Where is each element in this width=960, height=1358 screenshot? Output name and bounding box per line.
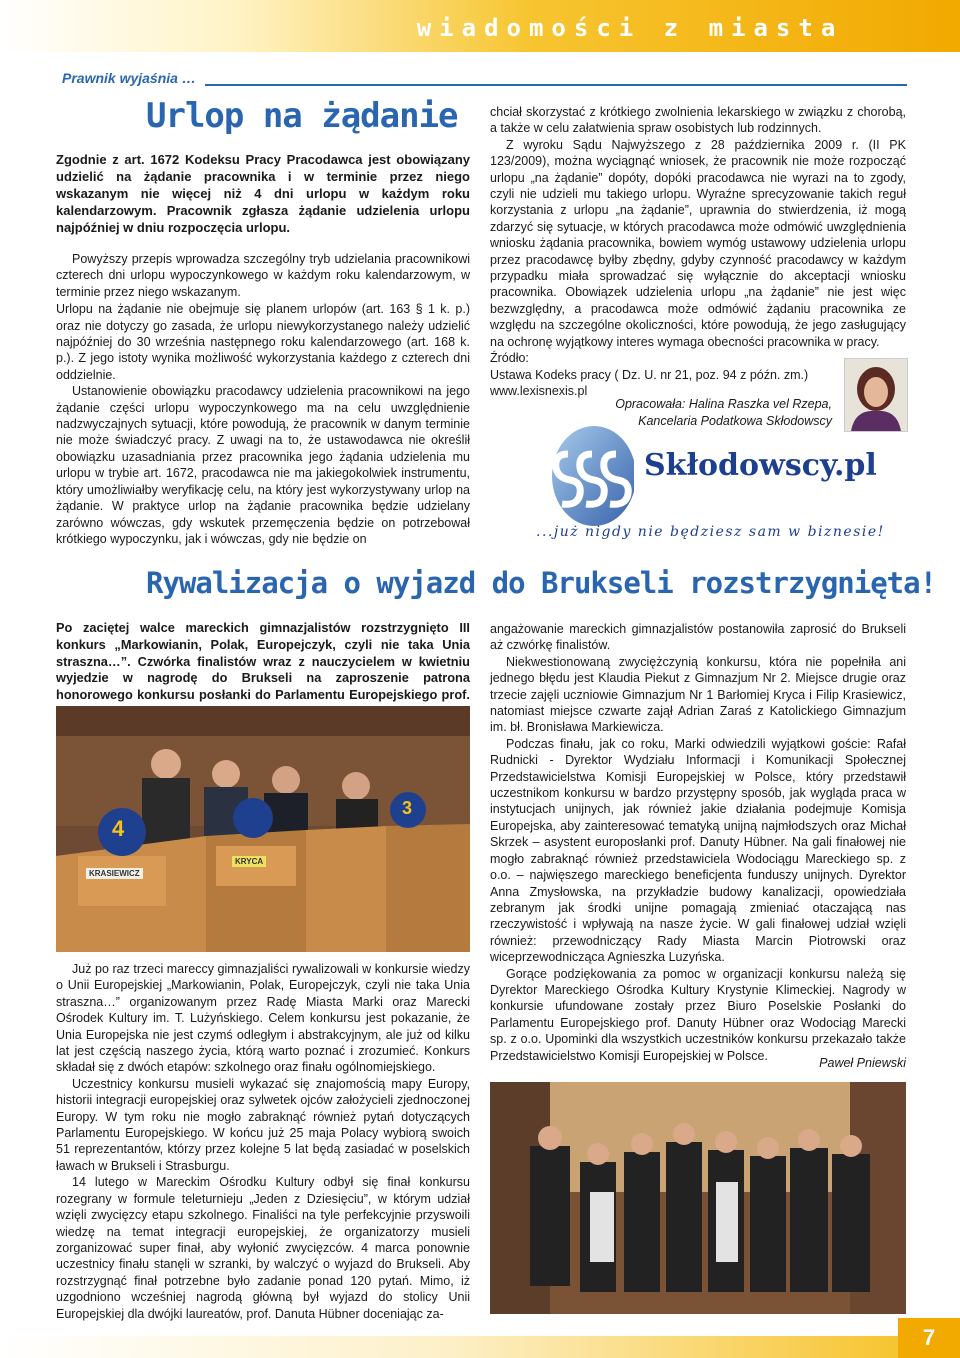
article-title: Rywalizacja o wyjazd do Brukseli rozstrzygnięta!	[146, 566, 937, 600]
article-lead: Po zaciętej walce mareckich gimnazjalistów rozstrzygnięto III konkurs „Markowianin, Polak, Europejczyk, czyli nie taka Unia straszna…”. Czwórka finalistów wraz z nauczycielem w kwietniu wyjedzie w nagrodę do Brukseli na zaproszenie patrona honorowego konkursu posłanki do Parlamentu Europejskiego prof.	[56, 620, 470, 703]
paragraph: Powyższy przepis wprowadza szczególny tryb udzielania pracownikowi czterech dni urlopu wypoczynkowego w każdym roku kalendarzowym, w terminie przez niego wskazanym.	[56, 252, 470, 299]
footer-band	[0, 1336, 898, 1358]
group-photo	[490, 1082, 906, 1314]
desk-label: KRASIEWICZ	[86, 868, 143, 879]
contest-photo	[56, 706, 470, 952]
source-line: Ustawa Kodeks pracy ( Dz. U. nr 21, poz. 94 z późn. zm.)	[490, 367, 809, 382]
article-column-left	[56, 961, 470, 1322]
credit-line: Opracowała: Halina Raszka vel Rzepa,	[615, 397, 832, 411]
paragraph: angażowanie mareckich gimnazjalistów postanowiła zaprosić do Brukseli aż czwórkę finalistów.	[490, 622, 906, 653]
article-column-right	[490, 621, 906, 1064]
source-label: Źródło:	[490, 351, 529, 366]
brand-logo-icon	[534, 424, 634, 534]
paragraph: chciał skorzystać z krótkiego zwolnienia lekarskiego w związku z chorobą, a także w celu załatwienia spraw osobistych lub rodzinnych.	[490, 105, 906, 136]
author-signature: Paweł Pniewski	[819, 1056, 906, 1070]
desk-label: 3	[402, 798, 413, 818]
divider-rule	[205, 84, 907, 86]
paragraph: Niekwestionowaną zwyciężczynią konkursu, która nie popełniła ani jednego błędu jest Klaudia Piekut z Gimnazjum Nr 2. Miejsce drugie oraz trzecie zajęli uczniowie Gimnazjum Nr 1 Barłomiej Kryca i Filip Krasiewicz, natomiast miejsce czwarte zajął Adrian Zaraś z Katolickiego Gimnazjum im. bł. Bronisława Markiewicza.	[490, 654, 906, 735]
section-header: wiadomości z miasta	[416, 14, 844, 42]
paragraph: Uczestnicy konkursu musieli wykazać się znajomością mapy Europy, historii integracji europejskiej oraz sylwetek ojców założycieli zjednoczonej Europy. W tym roku nie mogło zabraknąć również pytań dotyczących Parlamentu Europejskiego. W końcu już 25 maja Polacy wybiorą swoich 51 reprezentantów, którzy przez kolejne 5 lat będą zasiadać w poselskich ławach w Brukseli i Strasburgu.	[56, 1076, 470, 1173]
paragraph: 14 lutego w Mareckim Ośrodku Kultury odbył się finał konkursu rozegrany w formule teleturnieju „Jeden z Dziesięciu”, w którym udział wzięli zwycięzcy etapu szkolnego. Finaliści na tyle perfekcyjnie przyswoili wiedzę na temat integracji europejskiej, że organizatorzy musieli zorganizować super finał, aby wyłonić zwycięzców. 4 marca ponownie uczestnicy finału stanęli w szranki, by walczyć o wyjazd do Brukseli. Aby rozstrzygnąć finał potrzebne było zadanie ponad 120 pytań. Mimo, iż uzgodniono wcześniej nagrodą główną był wyjazd do stolicy Unii Europejskiej dla dwójki laureatów, prof. Danuta Hübner doceniając za-	[56, 1175, 470, 1321]
desk-label: 4	[112, 816, 125, 841]
article-column-left	[56, 251, 470, 547]
source-link: www.lexisnexis.pl	[490, 383, 588, 398]
ad-block	[534, 424, 914, 542]
kicker: Prawnik wyjaśnia …	[62, 70, 196, 86]
paragraph: Ustanowienie obowiązku pracodawcy udzielenia pracownikowi na jego żądanie części urlopu wypoczynkowego ma na celu uwzględnienie nadzwyczajnych sytuacji, które powodują, że pracownik w danym terminie nie może świadczyć pracy. Z uwagi na to, że ustawodawca nie określił obowiązku uzasadniania przez pracownika jego żądania udzielenia mu urlopu w trybie art. 1672, pracodawca nie ma jakiegokolwiek instrumentu, który umożliwiałby weryfikację celu, na który jest wykorzystywany urlop na żądanie. W praktyce urlop na żądanie pracownika będzie udzielany zarówno wówczas, gdy wskutek przemęczenia będzie on potrzebował krótkiego wypoczynku, jak i wówczas, gdy nie będzie on	[56, 384, 470, 546]
article-lead: Zgodnie z art. 1672 Kodeksu Pracy Pracodawca jest obowiązany udzielić na żądanie pracownika i w terminie przez niego wskazanym nie więcej niż 4 dni urlopu w każdym roku kalendarzowym. Pracownik zgłasza żądanie udzielenia urlopu najpóźniej w dniu rozpoczęcia urlopu.	[56, 152, 470, 235]
page-number: 7	[898, 1318, 960, 1358]
article-title: Urlop na żądanie	[146, 96, 458, 136]
paragraph: Urlopu na żądanie nie obejmuje się planem urlopów (art. 163 § 1 k. p.) oraz nie dotyczy go zasada, że urlopu niewykorzystanego należy udzielić najpóźniej do 30 września następnego roku kalendarzowego (art. 168 k. p.). Z jego istoty wynika możliwość wykorzystania każdego z czterech dni oddzielnie.	[56, 302, 470, 382]
brand-slogan: ...już nigdy nie będziesz sam w biznesie!	[536, 524, 885, 540]
author-portrait	[844, 358, 908, 432]
paragraph: Podczas finału, jak co roku, Marki odwiedzili wyjątkowi goście: Rafał Rudnicki - Dyrektor Wydziału Informacji i Komunikacji Społecznej Przedstawicielstwa Komisji Europejskiej w Polsce, który przedstawił uczestnikom konkursu w bardzo przystępny sposób, jak wygląda praca w instytucjach unijnych, jak również jakie działania podejmuje Komisja Europejska, aby zainteresować tematyką unijną najmłodszych oraz Michał Skrzek – asystent europosłanki prof. Danuty Hübner. Na gali finałowej nie mogło zabraknąć również przedstawiciela Wodociągu Mareckiego sp. z o.o. – najwięszego mareckiego beneficjenta funduszy unijnych. Dyrektor Anna Zmysłowska, na przykładzie budowy kanalizacji, opowiedziała zebranym jak środki unijne pomagają zmieniać otaczającą nas rzeczywistość i wpływają na nasze życie. W gali finałowej udział wzięli również: przewodniczący Rady Miasta Marcin Piotrowski oraz wiceprzewodnicząca Agnieszka Luzyńska.	[490, 736, 906, 965]
article-column-right	[490, 104, 906, 399]
paragraph: Z wyroku Sądu Najwyższego z 28 października 2009 r. (II PK 123/2009), można wyciągnąć wniosek, że pracownik nie może rozpocząć urlopu „na żądanie” dopóty, dopóki pracodawca nie wyrazi na to zgody, czyli nie udzieli mu takiego urlopu. Wyraźne sprecyzowanie takich reguł korzystania z urlopu „na żądanie”, uprawnia do stwierdzenia, iż mogą zdarzyć się sytuacje, w których pracodawca może odmówić uwzględnienia wniosku żądania pracownika, bowiem wymóg ustawowy udzielenia urlopu przez pracodawcę byłby zbędny, gdyby czynność pracodawcy w każdym przypadku miała sprowadzać się wyłącznie do akceptacji wniosku pracownika. Obowiązek udzielenia urlopu „na żądanie” nie jest więc bezwzględny, a pracodawca może odmówić żądaniu pracownika ze względu na szczególne okoliczności, które powodują, że jego zasługujący na ochronę wyjątkowy interes wymaga obecności pracownika w pracy.	[490, 137, 906, 349]
paragraph: Już po raz trzeci mareccy gimnazjaliści rywalizowali w konkursie wiedzy o Unii Europejskiej „Markowianin, Polak, Europejczyk, czyli nie taka Unia straszna…” organizowanym przez Radę Miasta Marki oraz Marecki Ośrodek Kultury im. T. Lużyńskiego. Celem konkursu jest pokazanie, że Unia Europejska nie jest czymś odległym i abstrakcyjnym, ale już od kilku lat jest częścią naszego życia, którą warto poznać i zrozumieć. Konkurs składał się z dwóch etapów: szkolnego oraz finału ogólnomiejskiego.	[56, 962, 470, 1075]
brand-name: Skłodowscy.pl	[644, 448, 877, 483]
paragraph: Gorące podziękowania za pomoc w organizacji konkursu należą się Dyrektor Mareckiego Ośrodka Kultury Krystynie Klimeckiej. Nagrody w konkursie ufundowane zostały przez Biuro Poselskie Posłanki do Parlamentu Europejskiego prof. Danuty Hübner oraz Wodociąg Marecki sp. z o.o. Upominki dla wszystkich uczestników konkursu przekazało także Przedstawicielstwo Komisji Europejskiej w Polsce.	[490, 966, 906, 1063]
desk-label: KRYCA	[232, 856, 266, 867]
credit-line: Kancelaria Podatkowa Skłodowscy	[638, 414, 832, 428]
